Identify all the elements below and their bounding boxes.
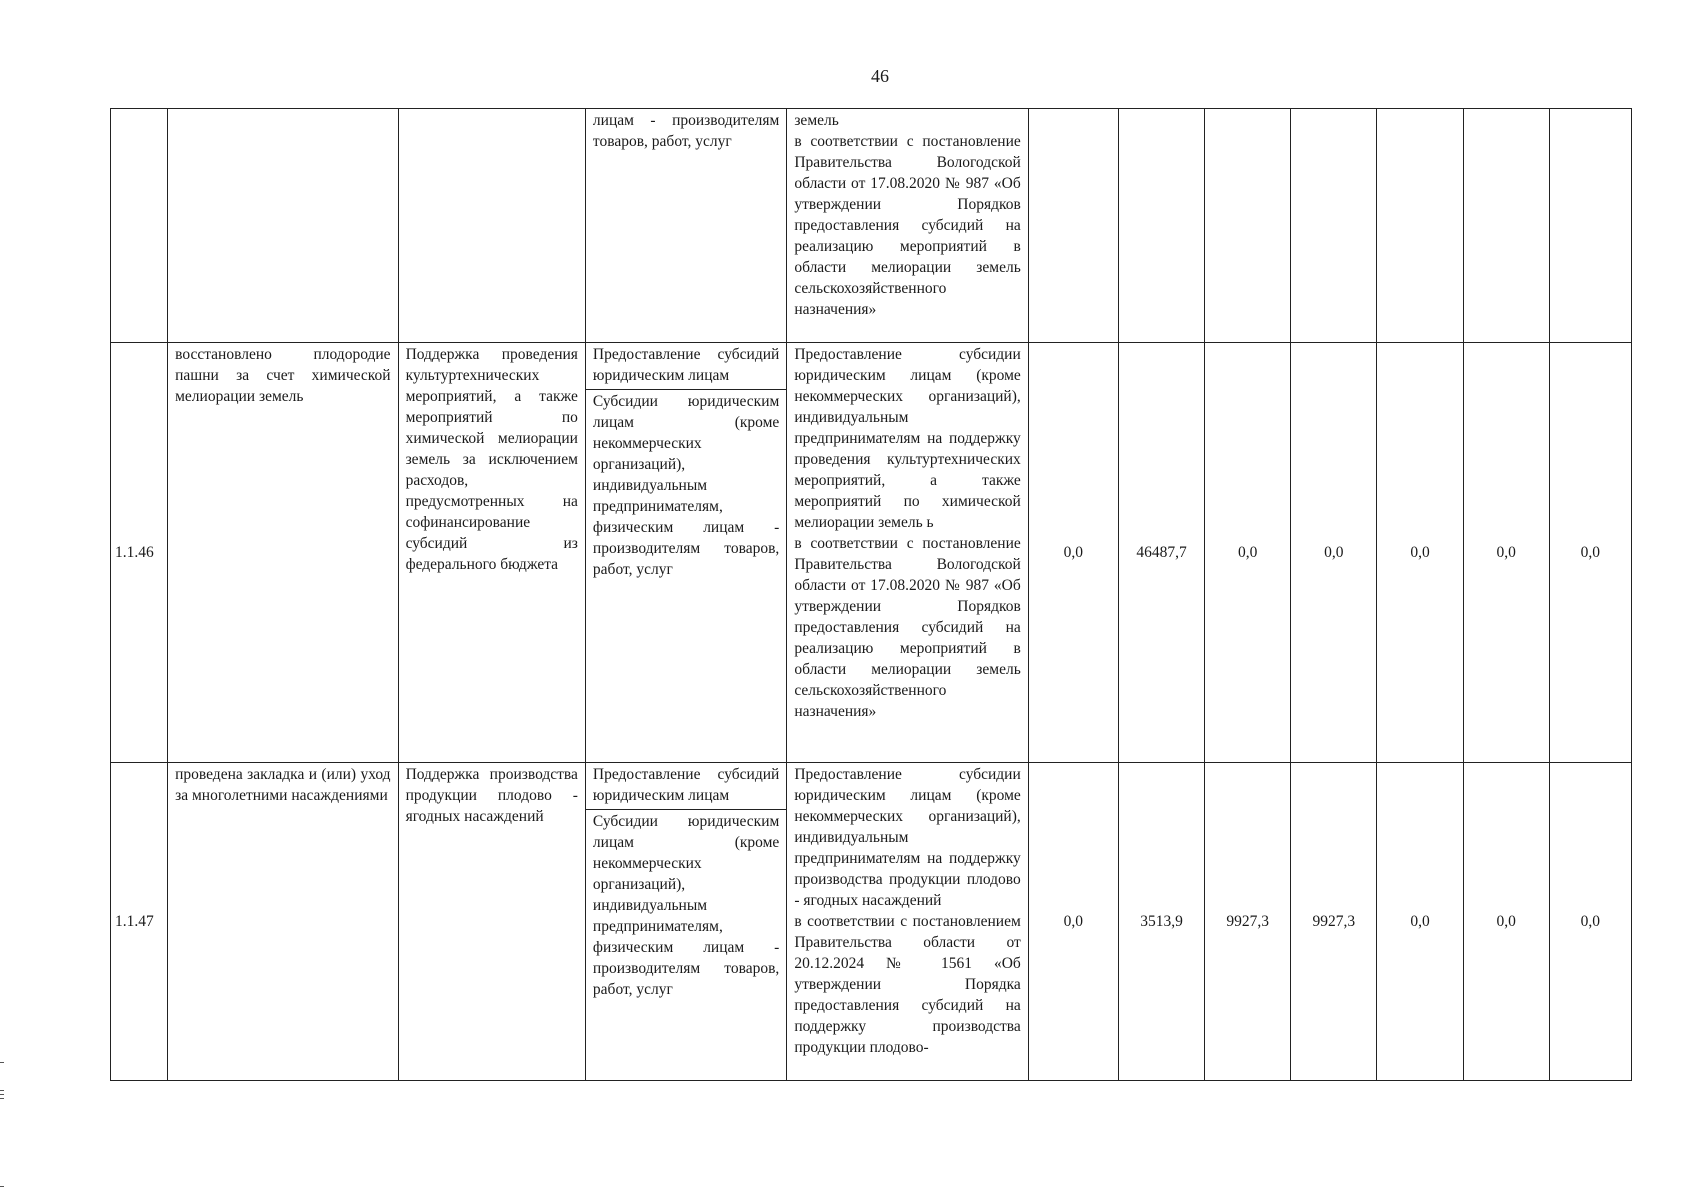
value-cell: 9927,3 [1205,763,1291,1081]
table-row [111,343,1632,763]
scan-edge-mark [0,1090,4,1091]
value-cell: 0,0 [1549,763,1631,1081]
program-measures-table [110,108,1632,1081]
value-cell: 3513,9 [1118,763,1204,1081]
basis-cell: Предоставление субсидии юридическим лицам (кроме некоммерческих организаций), индивидуальным предпринимателям на поддержку проведения культуртехнических мероприятий, а также мероприятий по химической мелиорации земель ь в соответствии с постановление Правительства Вологодской области от 17.08.2020 № 987 «Об утверждении Порядков предоставления субсидий на реализацию мероприятий в области мелиорации земель сельскохозяйственного назначения» [787,343,1028,763]
value-cell: 46487,7 [1118,343,1204,763]
result-cell [168,109,398,343]
measure-item: Предоставление субсидий юридическим лицам [592,346,780,384]
event-cell [398,109,585,343]
scan-edge-mark [0,1186,4,1187]
value-cell [1118,109,1204,343]
value-cell: 0,0 [1463,763,1549,1081]
row-number: 1.1.46 [111,343,168,763]
measure-item: лицам - производителям товаров, работ, услуг [592,112,780,150]
value-cell [1463,109,1549,343]
scan-edge-mark [0,1098,4,1099]
value-cell: 0,0 [1463,343,1549,763]
scan-edge-mark [0,1062,4,1063]
result-cell: проведена закладка и (или) уход за многолетними насаждениями [168,763,398,1081]
table-body [111,109,1632,1081]
table-row [111,109,1632,343]
value-cell [1028,109,1118,343]
measures-cell [585,763,786,1081]
value-cell: 0,0 [1291,343,1377,763]
value-cell: 0,0 [1028,343,1118,763]
measure-item: Предоставление субсидий юридическим лицам [592,766,780,804]
table-row [111,763,1632,1081]
value-cell: 0,0 [1377,763,1463,1081]
value-cell [1291,109,1377,343]
value-cell [1377,109,1463,343]
value-cell: 0,0 [1377,343,1463,763]
scan-edge-mark [0,1094,4,1095]
measures-cell [585,109,786,343]
value-cell: 0,0 [1205,343,1291,763]
value-cell [1549,109,1631,343]
row-number [111,109,168,343]
result-cell: восстановлено плодородие пашни за счет химической мелиорации земель [168,343,398,763]
basis-cell: Предоставление субсидии юридическим лицам (кроме некоммерческих организаций), индивидуальным предпринимателям на поддержку производства продукции плодово - ягодных насаждений в соответствии с постановлением Правительства области от 20.12.2024 № 1561 «Об утверждении Порядка предоставления субсидий на поддержку производства продукции плодово- [787,763,1028,1081]
value-cell: 0,0 [1028,763,1118,1081]
value-cell: 9927,3 [1291,763,1377,1081]
basis-cell: земель в соответствии с постановление Правительства Вологодской области от 17.08.2020 № 987 «Об утверждении Порядков предоставления субсидий на реализацию мероприятий в области мелиорации земель сельскохозяйственного назначения» [787,109,1028,343]
measure-item: Субсидии юридическим лицам (кроме некоммерческих организаций), индивидуальным предпринимателям, физическим лицам - производителям товаров, работ, услуг [586,809,786,1001]
event-cell: Поддержка проведения культуртехнических мероприятий, а также мероприятий по химической мелиорации земель за исключением расходов, предусмотренных на софинансирование субсидий из федерального бюджета [398,343,585,763]
page-number: 46 [871,66,889,86]
measure-item: Субсидии юридическим лицам (кроме некоммерческих организаций), индивидуальным предпринимателям, физическим лицам - производителям товаров, работ, услуг [586,389,786,581]
event-cell: Поддержка производства продукции плодово - ягодных насаждений [398,763,585,1081]
measures-cell [585,343,786,763]
value-cell: 0,0 [1549,343,1631,763]
row-number: 1.1.47 [111,763,168,1081]
value-cell [1205,109,1291,343]
